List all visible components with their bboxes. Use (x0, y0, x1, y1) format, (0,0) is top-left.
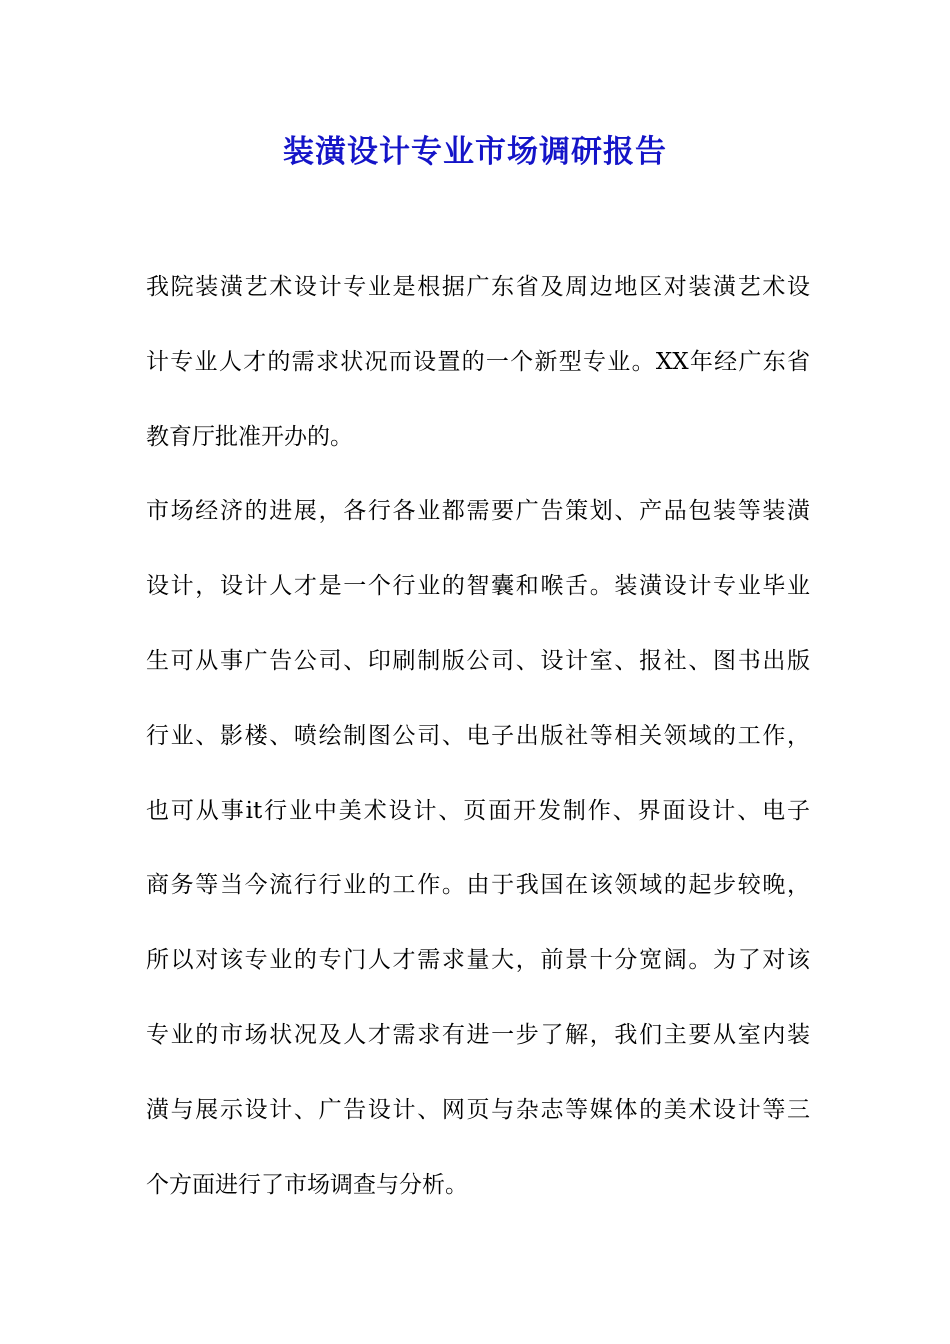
text-line: 商务等当今流行行业的工作。由于我国在该领域的起步较晚， (146, 872, 810, 899)
text-line: 我院装潢艺术设计专业是根据广东省及周边地区对装潢艺术设 (146, 274, 810, 300)
text-line: 设计，设计人才是一个行业的智囊和喉舌。装潢设计专业毕业 (146, 573, 810, 600)
text-line: 市场经济的进展，各行各业都需要广告策划、产品包装等装潢 (146, 498, 810, 525)
text-line: 所以对该专业的专门人才需求量大，前景十分宽阔。为了对该 (146, 947, 810, 974)
text-line: 行业、影楼、喷绘制图公司、电子出版社等相关领域的工作， (146, 722, 810, 749)
text-line: 潢与展示设计、广告设计、网页与杂志等媒体的美术设计等三 (146, 1096, 810, 1123)
text-line: 教育厅批准开办的。 (146, 423, 353, 450)
text-line: 计专业人才的需求状况而设置的一个新型专业。XX年经广东省 (146, 348, 810, 375)
text-line: 个方面进行了市场调查与分析。 (146, 1171, 468, 1198)
text-line: 生可从事广告公司、印刷制版公司、设计室、报社、图书出版 (146, 647, 810, 674)
text-line: 也可从事it行业中美术设计、页面开发制作、界面设计、电子 (146, 797, 810, 824)
body-text (146, 263, 810, 1235)
document-title: 装潢设计专业市场调研报告 (283, 134, 667, 170)
text-line: 专业的市场状况及人才需求有进一步了解，我们主要从室内装 (146, 1021, 810, 1048)
